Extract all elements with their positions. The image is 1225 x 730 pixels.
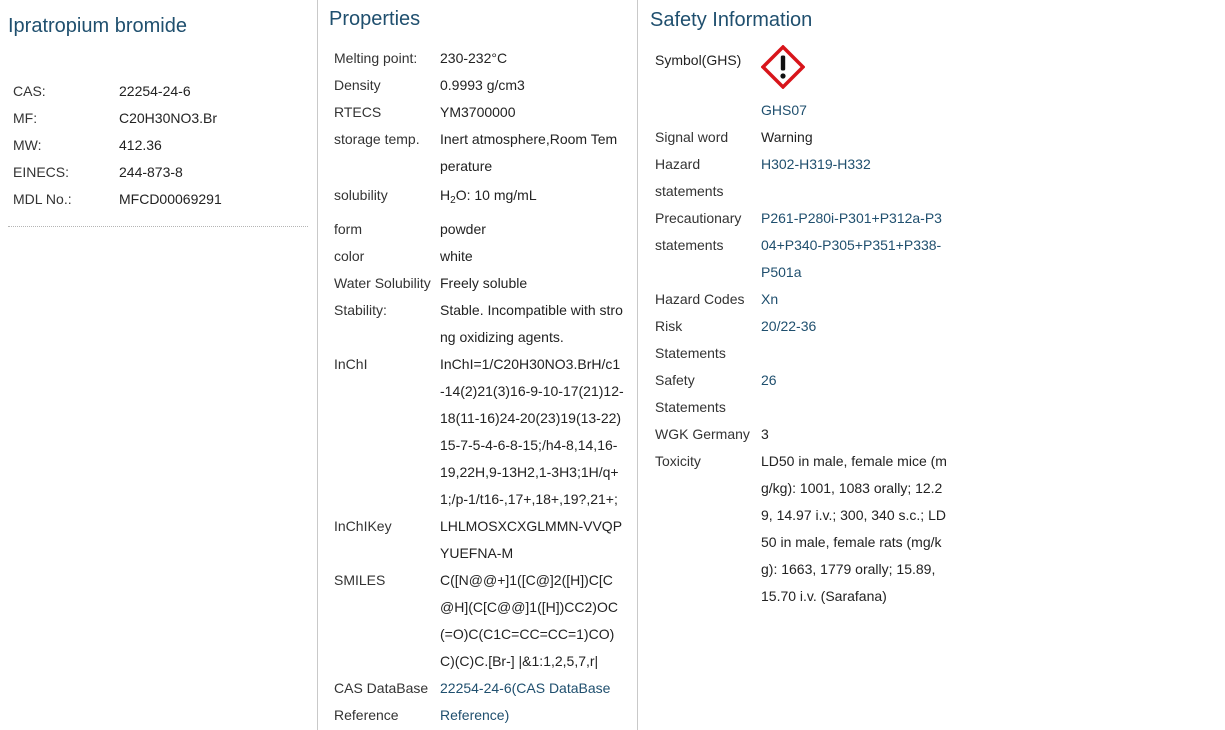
safety-row-wgk [655,421,947,448]
density-label: Density [334,77,381,93]
inchikey-value: LHLMOSXCXGLMMN-VVQPYUEFNA-M [440,518,623,561]
precautionary-link[interactable]: P261-P280i-P301+P312a-P304+P340-P305+P351+P338-P501a [761,210,942,280]
summary-row-cas [13,78,299,105]
prop-row-melting-point [334,45,624,72]
wgk-value: 3 [761,426,769,442]
water-solubility-value: Freely soluble [440,275,528,291]
safety-panel [638,0,1225,730]
safety-row-safety-statements [655,367,947,421]
properties-table [334,45,624,729]
safety-row-hazard-statements [655,151,947,205]
prop-row-rtecs [334,99,624,126]
einecs-value: 244-873-8 [119,164,183,180]
prop-row-stability [334,297,624,351]
melting-point-label: Melting point: [334,50,418,66]
cas-label: CAS: [13,83,46,99]
toxicity-value: LD50 in male, female mice (mg/kg): 1001, 1083 orally; 12.29, 14.97 i.v.; 300, 340 s.c.; LD50 in male, female rats (mg/kg): 1663, 1779 orally; 15.89, 15.70 i.v. (Sarafana) [761,453,947,604]
mdl-label: MDL No.: [13,191,72,207]
storage-temp-value: Inert atmosphere,Room Temperature [440,131,618,174]
properties-panel [317,0,638,730]
safety-row-risk [655,313,947,367]
wgk-label: WGK Germany [655,426,750,442]
ghs-code-link[interactable]: GHS07 [761,102,807,118]
cas-value: 22254-24-6 [119,83,191,99]
risk-statements-label: Risk Statements [655,318,726,361]
hazard-codes-link[interactable]: Xn [761,291,779,307]
safety-table [655,124,947,610]
prop-row-water-solubility [334,270,624,297]
hazard-statements-label: Hazard statements [655,156,724,199]
prop-row-solubility [334,180,624,216]
water-solubility-label: Water Solubility [334,275,431,291]
prop-row-inchi [334,351,624,513]
mf-value: C20H30NO3.Br [119,110,218,126]
mf-label: MF: [13,110,38,126]
safety-row-hazard-codes [655,286,947,313]
ghs-symbol-label: Symbol(GHS) [655,52,742,68]
stability-value: Stable. Incompatible with strong oxidizing agents. [440,302,623,345]
ghs07-exclamation-icon [761,45,805,89]
storage-temp-label: storage temp. [334,131,420,147]
solubility-value-sub: 2 [450,195,456,206]
melting-point-value: 230-232°C [440,50,508,66]
summary-row-einecs [13,159,299,186]
safety-row-toxicity [655,448,947,610]
hazard-statements-link[interactable]: H302-H319-H332 [761,156,871,172]
smiles-value: C([N@@+]1([C@]2([H])C[C@H](C[C@@]1([H])CC2)OC(=O)C(C1C=CC=CC=1)CO)C)(C)C.[Br-] |&1:1,2,5,7,r| [440,572,618,669]
color-value: white [440,248,473,264]
prop-row-inchikey [334,513,624,567]
summary-row-mf [13,105,299,132]
summary-row-mw [13,132,299,159]
solubility-value-suffix: O: 10 mg/mL [455,187,537,203]
summary-row-mdl [13,186,299,213]
safety-statements-label: Safety Statements [655,372,726,415]
summary-divider [8,226,308,227]
form-value: powder [440,221,486,237]
mdl-value: MFCD00069291 [119,191,222,207]
rtecs-value: YM3700000 [440,104,516,120]
einecs-label: EINECS: [13,164,70,180]
solubility-value-prefix: H [440,187,451,203]
mw-label: MW: [13,137,42,153]
form-label: form [334,221,362,237]
cas-reference-label: CAS DataBase Reference [334,680,429,723]
inchi-label: InChI [334,356,368,372]
mw-value: 412.36 [119,137,162,153]
safety-row-precautionary [655,205,947,286]
safety-heading: Safety Information [650,9,813,31]
solubility-value [440,182,624,214]
solubility-label: solubility [334,187,388,203]
hazard-codes-label: Hazard Codes [655,291,745,307]
prop-row-storage-temp [334,126,624,180]
prop-row-form [334,216,624,243]
prop-row-density [334,72,624,99]
cas-reference-link[interactable]: 22254-24-6(CAS DataBase Reference) [440,680,611,723]
properties-heading: Properties [329,8,421,30]
signal-word-value: Warning [761,129,813,145]
precautionary-label: Precautionary statements [655,210,742,253]
color-label: color [334,248,365,264]
risk-statements-link[interactable]: 20/22-36 [761,318,817,334]
compound-title: Ipratropium bromide [8,15,187,37]
inchikey-label: InChIKey [334,518,392,534]
summary-panel [0,0,317,730]
rtecs-label: RTECS [334,104,382,120]
density-value: 0.9993 g/cm3 [440,77,525,93]
prop-row-smiles [334,567,624,675]
stability-label: Stability: [334,302,387,318]
safety-row-signal-word [655,124,947,151]
summary-fields [13,78,299,213]
safety-statements-link[interactable]: 26 [761,372,777,388]
prop-row-cas-reference [334,675,624,729]
inchi-value: InChI=1/C20H30NO3.BrH/c1-14(2)21(3)16-9-10-17(21)12-18(11-16)24-20(23)19(13-22)15-7-5-4-6-8-15;/h4-8,14,16-19,22H,9-13H2,1-3H3;1H/q+1;/p-1/t16-,17+,18+,19?,21+; [440,356,624,507]
prop-row-color [334,243,624,270]
smiles-label: SMILES [334,572,386,588]
signal-word-label: Signal word [655,129,729,145]
toxicity-label: Toxicity [655,453,701,469]
